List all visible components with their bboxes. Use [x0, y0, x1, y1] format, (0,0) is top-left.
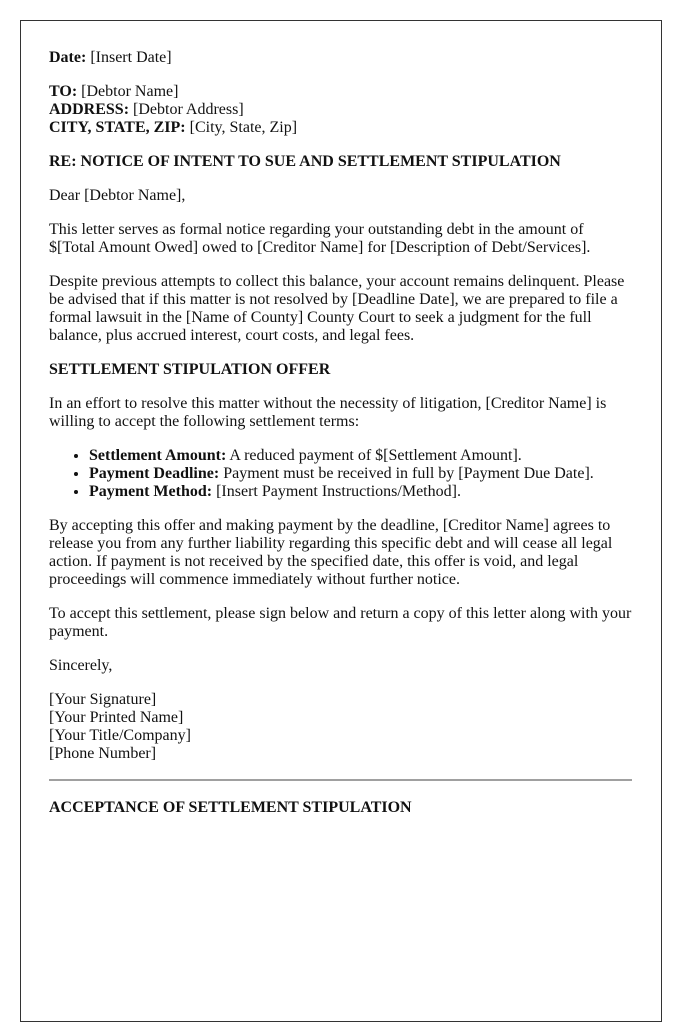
instructions-paragraph: To accept this settlement, please sign below and return a copy of this letter along with your payment.	[49, 605, 632, 640]
settlement-heading: SETTLEMENT STIPULATION OFFER	[49, 361, 331, 378]
term-label: Payment Deadline:	[89, 465, 220, 482]
release-paragraph: By accepting this offer and making payment by the deadline, [Creditor Name] agrees to release you from any further liability regarding this specific debt and will cease all legal action. If payment is not received by the specified date, this offer is void, and legal proceedings will commence immediately without further notice.	[49, 517, 613, 588]
recipient-address-label: ADDRESS:	[49, 101, 130, 118]
phone-number-line: [Phone Number]	[49, 745, 157, 762]
term-payment-deadline	[89, 465, 632, 483]
recipient-address-value: [Debtor Address]	[129, 101, 244, 118]
subject-line: RE: NOTICE OF INTENT TO SUE AND SETTLEMENT STIPULATION	[49, 153, 561, 170]
term-label: Settlement Amount:	[89, 447, 227, 464]
valediction: Sincerely,	[49, 657, 113, 674]
letter-page	[20, 20, 662, 1022]
recipient-city-label: CITY, STATE, ZIP:	[49, 119, 186, 136]
term-value: [Insert Payment Instructions/Method].	[212, 483, 461, 500]
recipient-name-value: [Debtor Name]	[77, 83, 179, 100]
warning-paragraph: Despite previous attempts to collect this balance, your account remains delinquent. Please be advised that if this matter is not resolved by [Deadline Date], we are prepared to file a formal lawsuit in the [Name of County] County Court to seek a judgment for the full balance, plus accrued interest, court costs, and legal fees.	[49, 273, 625, 344]
signature-block	[49, 691, 632, 763]
recipient-name-label: TO:	[49, 83, 78, 100]
recipient-name-line	[49, 83, 632, 101]
settlement-intro: In an effort to resolve this matter without the necessity of litigation, [Creditor Name] is willing to accept the following settlement terms:	[49, 395, 607, 430]
recipient-city-value: [City, State, Zip]	[185, 119, 298, 136]
date-value: [Insert Date]	[86, 49, 172, 66]
settlement-terms-list	[49, 447, 632, 501]
term-payment-method	[89, 483, 632, 501]
date-line	[49, 49, 632, 67]
intro-paragraph: This letter serves as formal notice regarding your outstanding debt in the amount of $[Total Amount Owed] owed to [Creditor Name] for [Description of Debt/Services].	[49, 221, 591, 256]
recipient-address-line	[49, 101, 632, 119]
salutation: Dear [Debtor Name],	[49, 187, 186, 204]
title-company-line: [Your Title/Company]	[49, 727, 191, 744]
date-label: Date:	[49, 49, 87, 66]
term-value: A reduced payment of $[Settlement Amount].	[226, 447, 522, 464]
term-label: Payment Method:	[89, 483, 213, 500]
document-viewport[interactable]	[20, 20, 662, 816]
printed-name-line: [Your Printed Name]	[49, 709, 184, 726]
term-settlement-amount	[89, 447, 632, 465]
signature-line: [Your Signature]	[49, 691, 157, 708]
recipient-city-line	[49, 119, 632, 137]
section-divider	[49, 779, 632, 781]
recipient-block	[49, 83, 632, 137]
letter-content	[21, 21, 661, 861]
term-value: Payment must be received in full by [Payment Due Date].	[219, 465, 594, 482]
acceptance-heading: ACCEPTANCE OF SETTLEMENT STIPULATION	[49, 799, 412, 816]
